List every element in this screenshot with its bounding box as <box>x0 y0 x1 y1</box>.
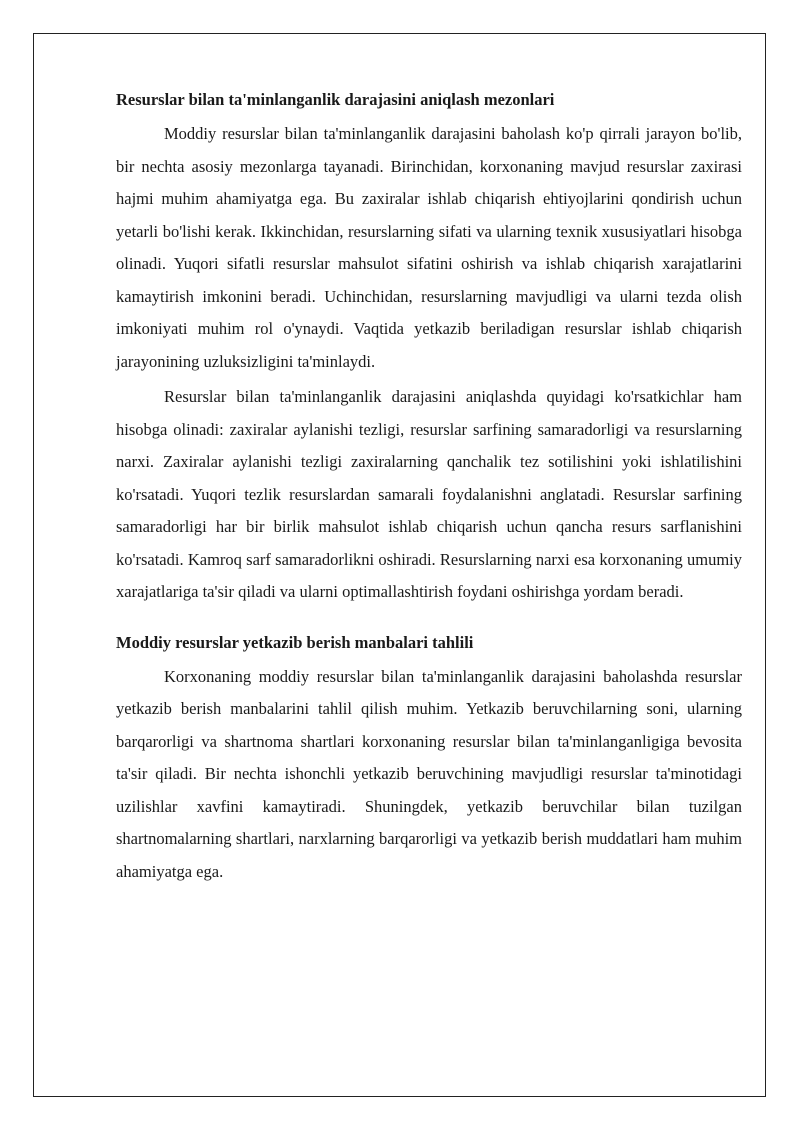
paragraph-sources-analysis: Korxonaning moddiy resurslar bilan ta'minlanganlik darajasini baholashda resurslar yetkazib berish manbalarini tahlil qilish muhim. Yetkazib beruvchilarning soni, ularning barqarorligi va shartnoma shartlari korxonaning resurslar bilan ta'minlanganligiga bevosita ta'sir qiladi. Bir nechta ishonchli yetkazib beruvchining mavjudligi resurslar ta'minotidagi uzilishlar xavfini kamaytiradi. Shuningdek, yetkazib beruvchilar bilan tuzilgan shartnomalarning shartlari, narxlarning barqarorligi va yetkazib berish muddatlari ham muhim ahamiyatga ega. <box>116 666 742 881</box>
section-heading-criteria: Resurslar bilan ta'minlanganlik darajasini aniqlash mezonlari <box>116 90 555 109</box>
paragraph-criteria-indicators: Resurslar bilan ta'minlanganlik darajasini aniqlashda quyidagi ko'rsatkichlar ham hisobga olinadi: zaxiralar aylanishi tezligi, resurslar sarfining samaradorligi va resurslarning narxi. Zaxiralar aylanishi tezligi zaxiralarning qanchalik tez sotilishini yoki ishlatilishini ko'rsatadi. Yuqori tezlik resurslardan samarali foydalanishni anglatadi. Resurslar sarfining samaradorligi har bir birlik mahsulot ishlab chiqarish uchun qancha resurs sarflanishini ko'rsatadi. Kamroq sarf samaradorlikni oshiradi. Resurslarning narxi esa korxonaning umumiy xarajatlariga ta'sir qiladi va ularni optimallashtirish foydani oshirishga yordam beradi. <box>116 387 742 601</box>
paragraph-criteria-intro: Moddiy resurslar bilan ta'minlanganlik darajasini baholash ko'p qirrali jarayon bo'lib, bir nechta asosiy mezonlarga tayanadi. Birinchidan, korxonaning mavjud resurslar zaxirasi hajmi muhim ahamiyatga ega. Bu zaxiralar ishlab chiqarish ehtiyojlarini qondirish uchun yetarli bo'lishi kerak. Ikkinchidan, resurslarning sifati va ularning texnik xususiyatlari hisobga olinadi. Yuqori sifatli resurslar mahsulot sifatini oshirish va ishlab chiqarish xarajatlarini kamaytirish imkonini beradi. Uchinchidan, resurslarning mavjudligi va ularni tezda olish imkoniyati muhim rol o'ynaydi. Vaqtida yetkazib beriladigan resurslar ishlab chiqarish jarayonining uzluksizligini ta'minlaydi. <box>116 124 742 371</box>
document-body <box>116 84 742 891</box>
section-heading-sources: Moddiy resurslar yetkazib berish manbalari tahlili <box>116 632 474 652</box>
